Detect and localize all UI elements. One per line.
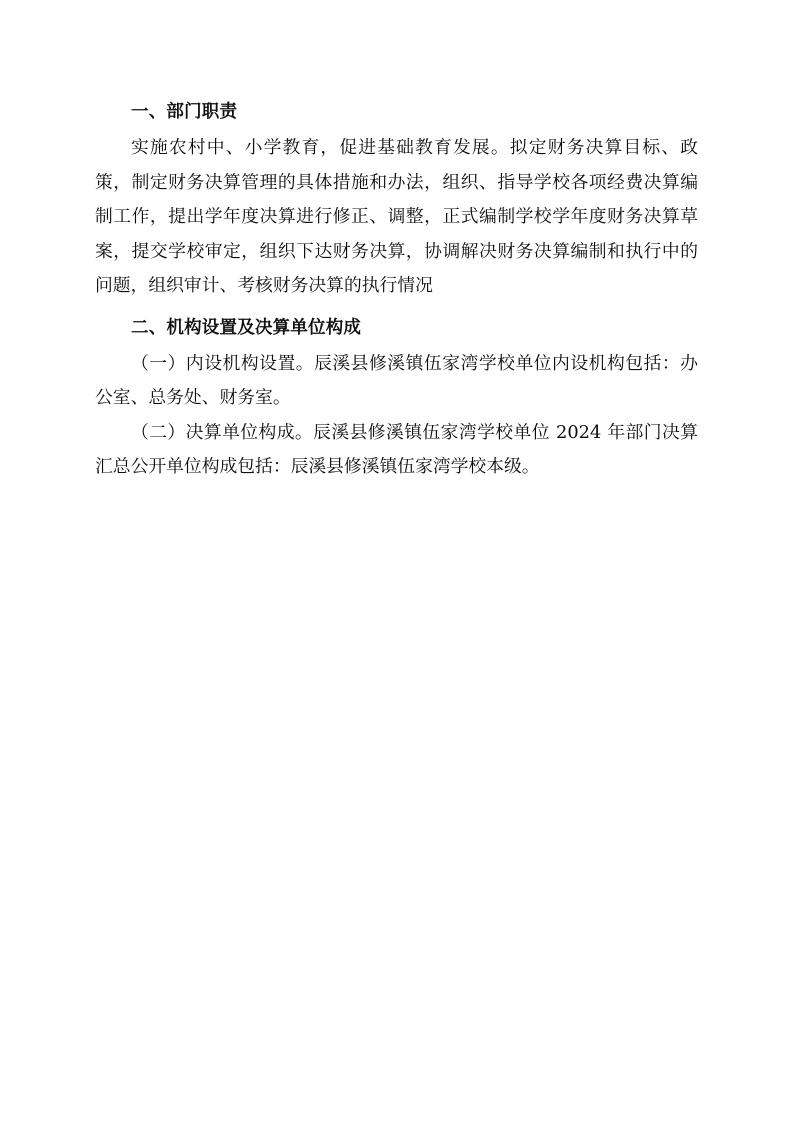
section-spacer (95, 304, 698, 306)
section-2-paragraph-2: （二）决算单位构成。辰溪县修溪镇伍家湾学校单位 2024 年部门决算汇总公开单位构成包括：辰溪县修溪镇伍家湾学校本级。 (95, 421, 698, 477)
section-heading-2: 二、机构设置及决算单位构成 (131, 317, 362, 338)
document-body (95, 95, 698, 485)
section-2-paragraph-1: （一）内设机构设置。辰溪县修溪镇伍家湾学校单位内设机构包括：办公室、总务处、财务室。 (95, 352, 698, 408)
section-heading-1: 一、部门职责 (131, 102, 238, 122)
section-1-paragraph-1: 实施农村中、小学教育，促进基础教育发展。拟定财务决算目标、政策，制定财务决算管理的具体措施和办法，组织、指导学校各项经费决算编制工作，提出学年度决算进行修正、调整，正式编制学校学年度财务决算草案，提交学校审定，组织下达财务决算，协调解决财务决算编制和执行中的问题，组织审计、考核财务决算的执行情况 (95, 137, 698, 296)
